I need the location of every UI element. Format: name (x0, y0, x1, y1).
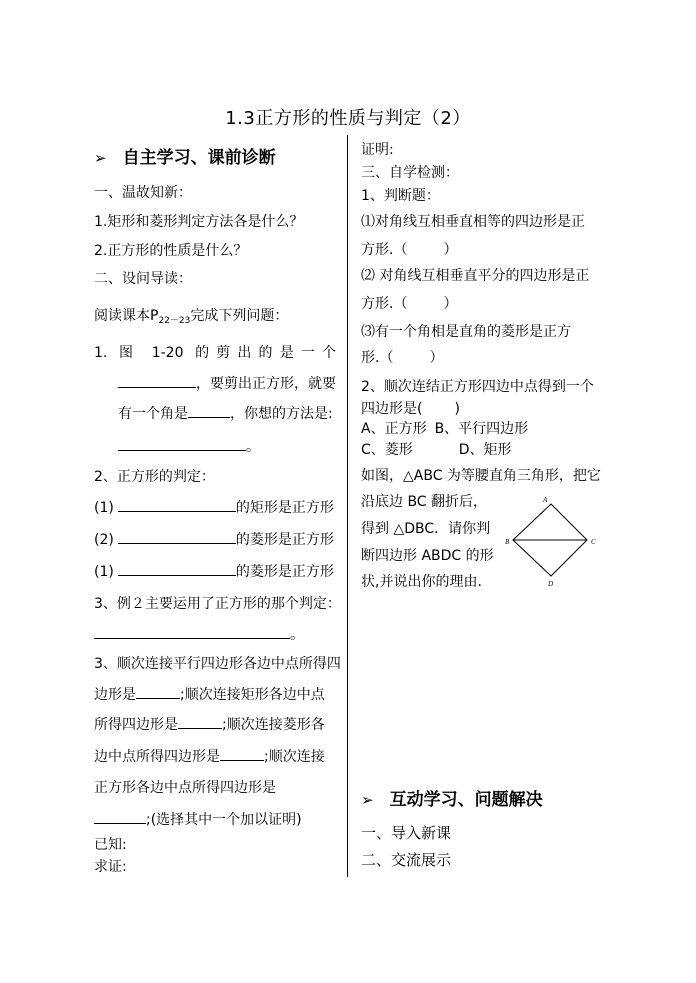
item-3a-answer: 。 (94, 624, 304, 645)
judge-3: (1) 的菱形是正方形 (94, 561, 334, 582)
answer-blank[interactable] (220, 746, 264, 761)
item-3b-line-2: 边形是 ;顺次连接矩形各边中点 (94, 684, 325, 705)
reading-instruction: 阅读课本$P_{22-23}$完成下列问题： (94, 308, 289, 326)
item-3a: 3、例２主要运用了正方形的那个判定： (94, 596, 341, 612)
answer-blank[interactable] (118, 497, 236, 512)
item-1-line-2: ，要剪出正方形，就要 (118, 373, 336, 394)
question-2: 2.正方形的性质是什么？ (94, 243, 248, 259)
true-false-1-line-1: ⑴对角线互相垂直相等的四边形是正 (361, 214, 585, 230)
section-head-interactive: ➢ 互动学习、问题解决 (361, 790, 543, 810)
true-false-3-line-2: 形.（ ） (361, 350, 444, 366)
figure-question-line-2: 沿底边 BC 翻折后， (361, 494, 488, 510)
page-title: 1.3正方形的性质与判定（2） (225, 108, 471, 129)
rhombus-figure (505, 494, 605, 590)
answer-blank[interactable] (118, 436, 246, 451)
label-a: A (543, 496, 548, 504)
option-a: A、正方形 (361, 421, 427, 437)
item-3b-line-4: 边中点所得四边形是 ;顺次连接 (94, 746, 325, 767)
judge-1: (1) 的矩形是正方形 (94, 497, 334, 518)
item-3b-line-3: 所得四边形是 ;顺次连接菱形各 (94, 714, 325, 735)
item-2-head: 2、正方形的判定： (94, 469, 215, 485)
answer-blank[interactable] (118, 561, 236, 576)
guide-head: 二、设问导读： (94, 271, 192, 287)
figure-question-line-1: 如图，△ABC 为等腰直角三角形，把它 (361, 468, 601, 484)
answer-blank[interactable] (178, 714, 222, 729)
item-3b-line-1: 3、顺次连接平行四边形各边中点所得四 (94, 656, 341, 672)
column-divider (347, 135, 348, 877)
label-d: D (548, 580, 554, 588)
true-false-2-line-1: ⑵ 对角线互相垂直平分的四边形是正 (361, 268, 590, 284)
options-row-1 (361, 419, 528, 439)
answer-blank[interactable] (94, 809, 146, 824)
true-false-1-line-2: 方形.（ ） (361, 242, 458, 258)
label-c: C (591, 538, 596, 546)
judge-question-head: 1、判断题： (361, 188, 440, 204)
proof-label: 证明: (361, 142, 394, 158)
question-1: 1.矩形和菱形判定方法各是什么？ (94, 214, 304, 230)
known-label: 已知: (94, 837, 127, 853)
item-3b-line-5: 正方形各边中点所得四边形是 (94, 780, 276, 796)
answer-blank[interactable] (118, 373, 196, 388)
item-1-line-4: 。 (118, 436, 260, 457)
answer-blank[interactable] (94, 624, 290, 639)
figure-question-line-4: 断四边形 ABDC 的形 (361, 548, 494, 564)
item-1-line-1: 1. 图 1-20 的剪出的是一个 (94, 345, 336, 361)
new-lesson-item: 一、导入新课 (361, 824, 452, 842)
true-false-2-line-2: 方形.（ ） (361, 296, 458, 312)
section-head-self-study: ➢ 自主学习、课前诊断 (94, 148, 276, 168)
option-b: B、平行四边形 (434, 421, 529, 437)
item-1-line-3: 有一个角是 ，你想的方法是: (118, 403, 333, 424)
question-2-line-1: 2、顺次连结正方形四边中点得到一个 (361, 379, 594, 395)
answer-blank[interactable] (136, 684, 180, 699)
figure-question-line-3: 得到 △DBC．请你判 (361, 521, 491, 537)
exchange-item: 二、交流展示 (361, 851, 452, 869)
label-b: B (505, 538, 510, 546)
item-3b-line-6: ;(选择其中一个加以证明) (94, 809, 302, 830)
review-head: 一、温故知新： (94, 185, 192, 201)
option-d: D、矩形 (458, 442, 512, 458)
prove-label: 求证: (94, 859, 127, 875)
option-c: C、菱形 (361, 442, 413, 458)
true-false-3-line-1: ⑶有一个角相是直角的菱形是正方 (361, 324, 571, 340)
answer-blank[interactable] (188, 403, 230, 418)
options-row-2 (361, 440, 512, 460)
figure-question-line-5: 状,并说出你的理由． (361, 574, 492, 590)
arrow-bullet-icon: ➢ (94, 149, 107, 167)
question-2-line-2: 四边形是( ) (361, 401, 460, 417)
judge-2: (2) 的菱形是正方形 (94, 529, 334, 550)
arrow-bullet-icon: ➢ (361, 791, 374, 809)
self-check-head: 三、自学检测： (361, 165, 459, 181)
answer-blank[interactable] (118, 529, 236, 544)
